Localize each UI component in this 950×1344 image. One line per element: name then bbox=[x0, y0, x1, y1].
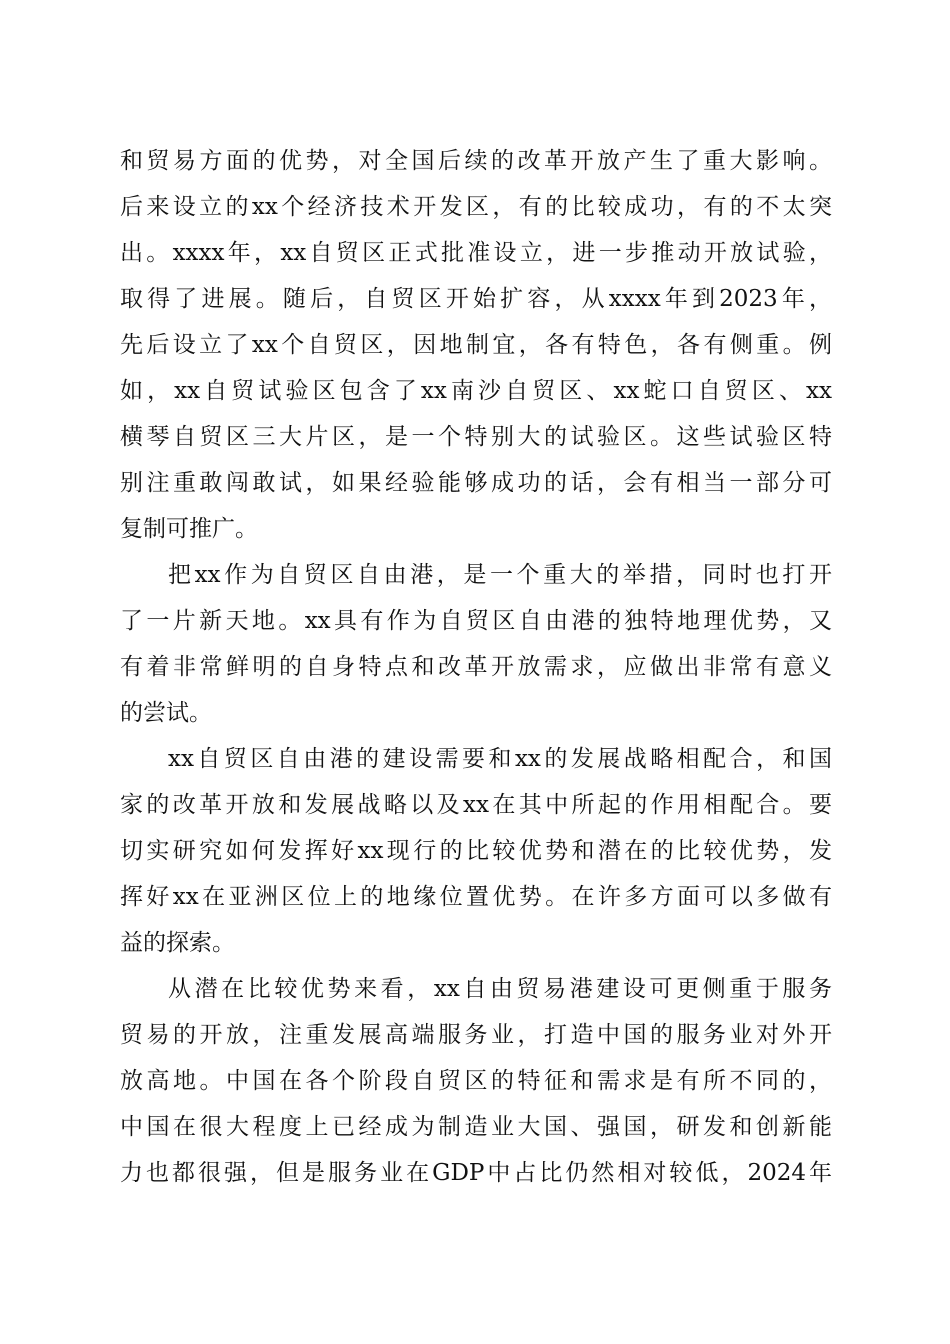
paragraph-1-line-3: 出。xxxx年，xx自贸区正式批准设立，进一步推动开放试验， bbox=[120, 240, 832, 266]
body-text bbox=[120, 138, 832, 1196]
paragraph-2-line-2: 了一片新天地。xx具有作为自贸区自由港的独特地理优势，又 bbox=[120, 608, 832, 634]
paragraph-1-line-2: 后来设立的xx个经济技术开发区，有的比较成功，有的不太突 bbox=[120, 194, 832, 220]
paragraph-1-line-1: 和贸易方面的优势，对全国后续的改革开放产生了重大影响。 bbox=[120, 148, 832, 174]
paragraph-4-line-5: 力也都很强，但是服务业在GDP中占比仍然相对较低，2024年 bbox=[120, 1160, 832, 1186]
paragraph-1-line-7: 横琴自贸区三大片区，是一个特别大的试验区。这些试验区特 bbox=[120, 424, 832, 450]
paragraph-1-line-5: 先后设立了xx个自贸区，因地制宜，各有特色，各有侧重。例 bbox=[120, 332, 832, 358]
paragraph-2-line-3: 有着非常鲜明的自身特点和改革开放需求，应做出非常有意义 bbox=[120, 654, 832, 680]
paragraph-3-line-5: 益的探索。 bbox=[120, 930, 235, 956]
paragraph-3-line-4: 挥好xx在亚洲区位上的地缘位置优势。在许多方面可以多做有 bbox=[120, 884, 832, 910]
paragraph-1-line-9: 复制可推广。 bbox=[120, 516, 258, 542]
paragraph-1-line-4: 取得了进展。随后，自贸区开始扩容，从xxxx年到2023年， bbox=[120, 286, 832, 312]
paragraph-4-line-1: 从潜在比较优势来看，xx自由贸易港建设可更侧重于服务 bbox=[168, 976, 832, 1002]
paragraph-1-line-6: 如，xx自贸试验区包含了xx南沙自贸区、xx蛇口自贸区、xx bbox=[120, 378, 832, 404]
paragraph-2-line-4: 的尝试。 bbox=[120, 700, 212, 726]
paragraph-3-line-3: 切实研究如何发挥好xx现行的比较优势和潜在的比较优势，发 bbox=[120, 838, 832, 864]
paragraph-3-line-1: xx自贸区自由港的建设需要和xx的发展战略相配合，和国 bbox=[168, 746, 832, 772]
paragraph-3-line-2: 家的改革开放和发展战略以及xx在其中所起的作用相配合。要 bbox=[120, 792, 832, 818]
paragraph-4-line-2: 贸易的开放，注重发展高端服务业，打造中国的服务业对外开 bbox=[120, 1022, 832, 1048]
paragraph-1-line-8: 别注重敢闯敢试，如果经验能够成功的话，会有相当一部分可 bbox=[120, 470, 832, 496]
paragraph-4-line-4: 中国在很大程度上已经成为制造业大国、强国，研发和创新能 bbox=[120, 1114, 832, 1140]
paragraph-4-line-3: 放高地。中国在各个阶段自贸区的特征和需求是有所不同的， bbox=[120, 1068, 832, 1094]
paragraph-2-line-1: 把xx作为自贸区自由港，是一个重大的举措，同时也打开 bbox=[168, 562, 832, 588]
